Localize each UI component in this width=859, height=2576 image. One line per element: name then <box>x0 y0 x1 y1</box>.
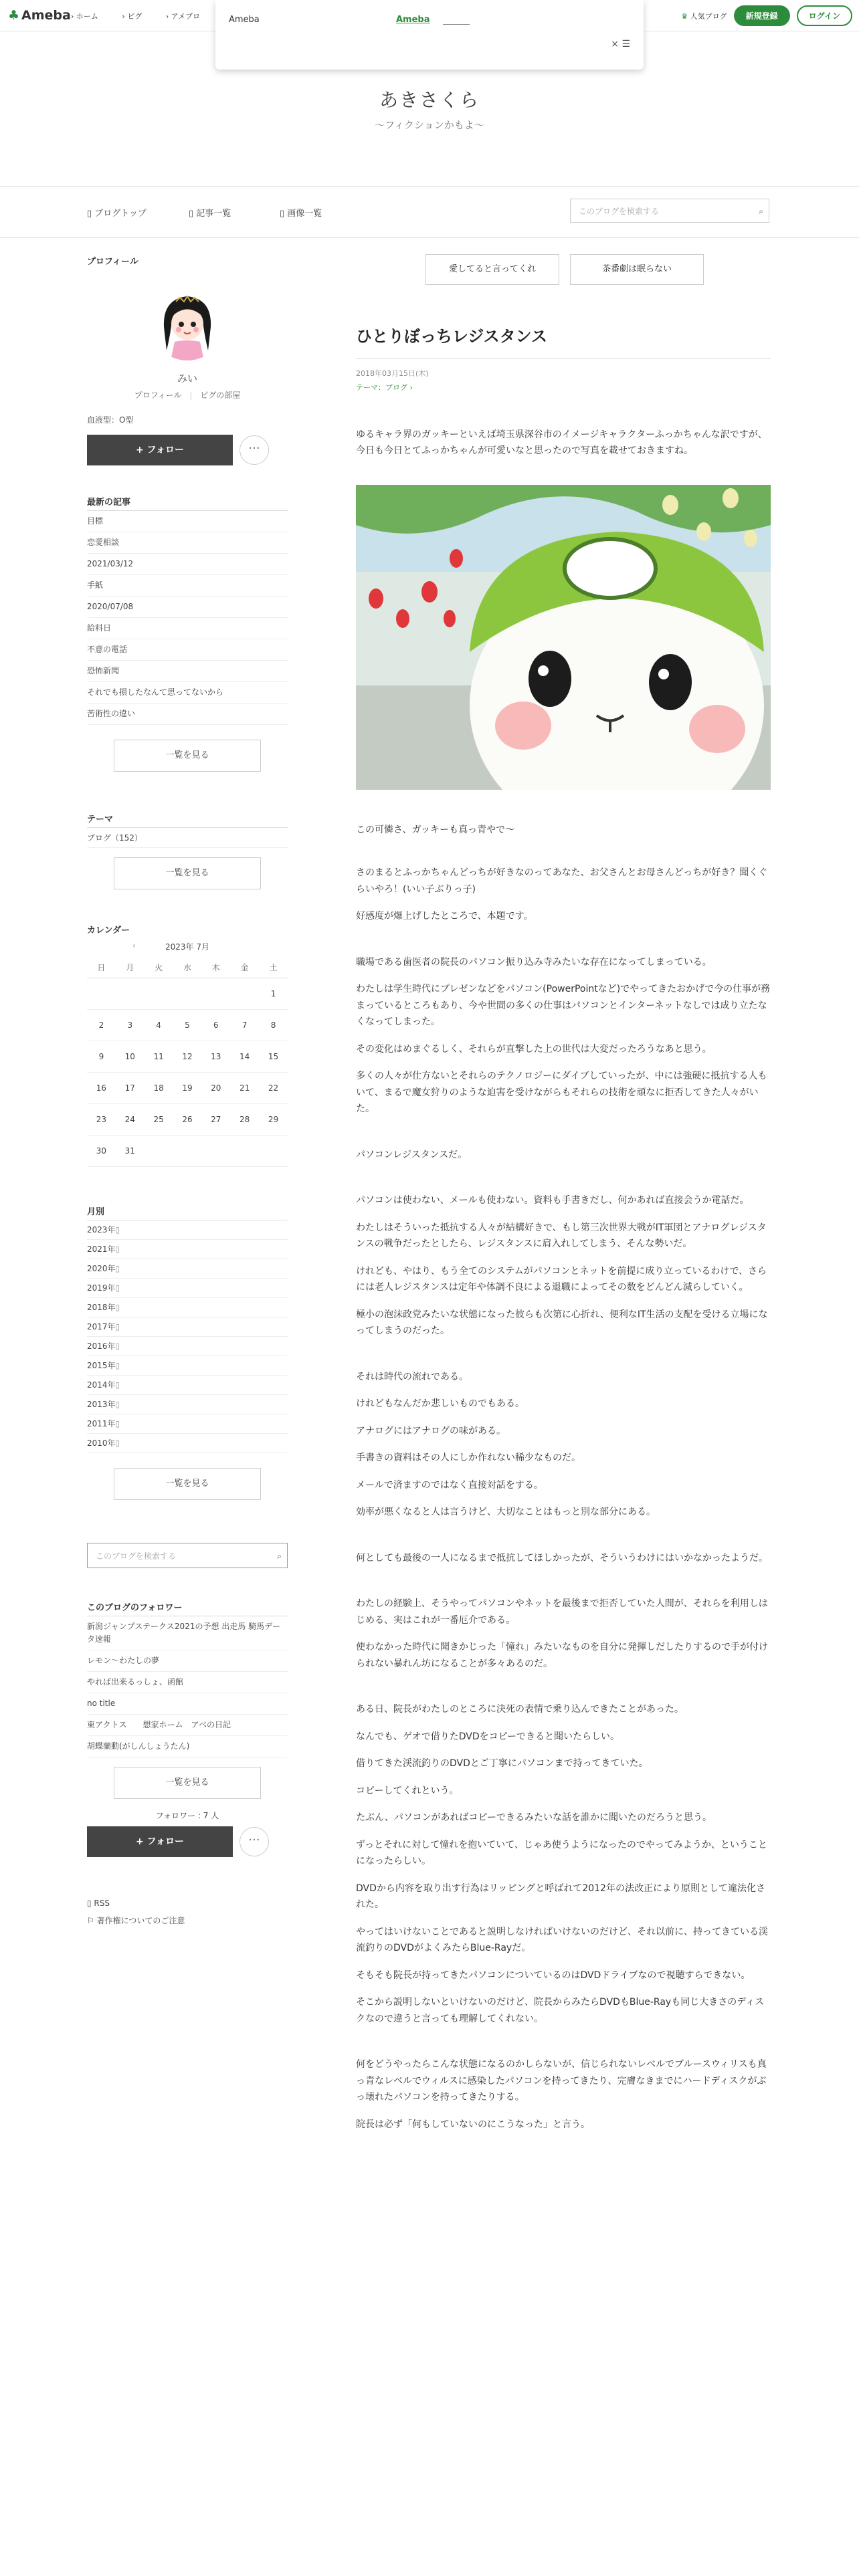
crown-icon: ♛ <box>681 11 688 21</box>
archive-year[interactable]: 2021年▯ <box>87 1240 288 1259</box>
calendar-day[interactable]: 9 <box>87 1041 116 1073</box>
calendar-day[interactable]: 22 <box>259 1073 288 1104</box>
list-item[interactable]: 苦術性の違い <box>87 704 288 725</box>
archive-year[interactable]: 2017年▯ <box>87 1317 288 1337</box>
calendar-day[interactable]: 6 <box>201 1010 230 1041</box>
followers-list <box>87 1616 288 1757</box>
nav-pigg[interactable]: › ピグ <box>122 12 142 21</box>
calendar-day[interactable]: 18 <box>145 1073 173 1104</box>
archive-year[interactable]: 2013年▯ <box>87 1395 288 1414</box>
leaf-icon: ♣ <box>8 8 20 23</box>
ameba-popup <box>215 0 644 70</box>
paragraph: ある日、院長がわたしのところに決死の表情で乗り込んできたことがあった。 <box>356 1704 684 1715</box>
nav-entry-list[interactable]: ▯ 記事一覧 <box>189 209 231 219</box>
toggle-icon[interactable]: ▯ <box>115 1322 120 1331</box>
paragraph: けれどもなんだか悲しいものでもある。 <box>356 1398 524 1409</box>
archive-year[interactable]: 2020年▯ <box>87 1259 288 1279</box>
profile-name[interactable]: みい <box>177 372 197 385</box>
nav-image-list[interactable]: ▯ 画像一覧 <box>280 209 322 219</box>
calendar-weekday: 木 <box>201 956 230 978</box>
calendar-day[interactable]: 7 <box>230 1010 259 1041</box>
nav-ameblo[interactable]: › アメブロ <box>165 12 201 21</box>
top-right <box>681 5 852 26</box>
paragraph: そもそも院長が持ってきたパソコンについているのはDVDドライブなので視聴すらできない。 <box>356 1969 751 1981</box>
paragraph: 院長は必ず「何もしていないのにこうなった」と言う。 <box>356 2119 590 2130</box>
nav-home[interactable]: › ホーム <box>71 12 98 21</box>
calendar-day[interactable]: 24 <box>116 1104 145 1136</box>
theme-item[interactable]: ブログ（152） <box>87 827 288 848</box>
calendar-day <box>116 978 145 1010</box>
ameba-logo[interactable] <box>8 8 71 23</box>
paragraph: さのまるとふっかちゃんどっちが好きなのってあなた、お父さんとお母さんどっちが好き？聞くぐらいやろ！(いい子ぶりっ子) <box>356 867 768 895</box>
signup-button[interactable]: 新規登録 <box>734 5 790 26</box>
popup-input[interactable] <box>443 15 470 25</box>
popup-close-icon[interactable]: × ☰ <box>611 39 630 49</box>
recent-more-button[interactable]: 一覧を見る <box>114 740 261 772</box>
top-nav <box>71 11 221 21</box>
calendar-day[interactable]: 17 <box>116 1073 145 1104</box>
calendar-day <box>230 1136 259 1167</box>
calendar-day[interactable]: 10 <box>116 1041 145 1073</box>
profile-title: プロフィール <box>87 257 138 267</box>
calendar-day <box>201 1136 230 1167</box>
follower-count: フォロワー : 7 人 <box>155 1811 219 1820</box>
prev-entry-button[interactable]: 愛してると言ってくれ <box>425 254 559 285</box>
toggle-icon[interactable]: ▯ <box>115 1303 120 1312</box>
copyright-link[interactable]: ⚐ 著作権についてのご注意 <box>87 1916 185 1925</box>
calendar-day[interactable]: 29 <box>259 1104 288 1136</box>
nav-blog-top[interactable]: ▯ ブログトップ <box>87 209 147 219</box>
rss-icon: ▯ <box>87 1899 94 1908</box>
paragraph: メールで済ますのではなく直接対話をする。 <box>356 1479 543 1491</box>
search-icon[interactable]: ⌕ <box>277 1551 282 1561</box>
sidebar: プロフィール みい プロフィール | ピグの部屋 血液型：O型 + フォロー ··· 最新の記事 目標 恋愛相談 2021/03/12 手紙 2020/07/08 給料日 不意の電話 恐怖新聞 それでも損したなんて思ってないから 苦術性の違い 一覧を見る テーマ ブログ（152） 一覧を見る カレンダー ‹ 2023年 7月 日 月 火 水 木 金 土 1 2 3 4 5 6 7 8 9 10 11 12 13 14 15 16 17 18 19 20 21 22 23 24 25 26 27 28 29 30 31 月別 2023年▯ 2021年▯ 2020年▯ 2019年▯ 2018年▯ 2017年▯ 2016年▯ 2015年▯ 2014年▯ 2013年▯ 2011年▯ 2010年▯ 一覧を見る このブログを検索する ⌕ このブログのフォロワー 新潟ジャンプステークス2021の予想 出走馬 騎馬データ速報 レモン〜わたしの夢 やれば出来るっしょ、函館 no title 東アクトス 想家ホーム アベの日記 胡蝶蘭動(がしんしょうたん) 一覧を見る フォロワー : 7 人 + フォロー ··· ▯ RSS ⚐ 著作権についてのご注意 <box>87 254 288 1929</box>
avatar[interactable] <box>151 287 224 360</box>
paragraph: 何としても最後の一人になるまで抵抗してほしかったが、そういうわけにはいかなかったようだ。 <box>356 1552 768 1564</box>
calendar-day[interactable]: 19 <box>173 1073 202 1104</box>
follow-button-bottom[interactable]: + フォロー <box>87 1826 233 1857</box>
list-item[interactable]: やれば出来るっしょ、函館 <box>87 1672 288 1693</box>
toggle-icon[interactable]: ▯ <box>115 1438 120 1448</box>
list-item[interactable]: 新潟ジャンプステークス2021の予想 出走馬 騎馬データ速報 <box>87 1616 288 1650</box>
toggle-icon[interactable]: ▯ <box>115 1361 120 1370</box>
paragraph: たぶん、パソコンがあればコピーできるみたいな話を誰かに聞いたのだろうと思う。 <box>356 1812 712 1823</box>
paragraph: 極小の泡沫政党みたいな状態になった彼らも次第に心折れ、便利なIT生活の支配を受ける立場になってしまうのだった。 <box>356 1309 768 1336</box>
list-item[interactable]: 恐怖新聞 <box>87 661 288 682</box>
list-item[interactable]: 2021/03/12 <box>87 554 288 575</box>
sidebar-search-input[interactable]: このブログを検索する ⌕ <box>87 1543 288 1568</box>
archive-year[interactable]: 2015年▯ <box>87 1356 288 1376</box>
popup-label: Ameba <box>229 15 260 25</box>
list-item[interactable]: 給料日 <box>87 618 288 639</box>
global-nav <box>0 186 859 238</box>
archive-year[interactable]: 2011年▯ <box>87 1414 288 1434</box>
list-item[interactable]: 目標 <box>87 511 288 532</box>
monthly-title: 月別 <box>87 1207 105 1217</box>
archive-year[interactable]: 2014年▯ <box>87 1376 288 1395</box>
calendar-day[interactable]: 26 <box>173 1104 202 1136</box>
calendar-day[interactable]: 12 <box>173 1041 202 1073</box>
calendar-day <box>145 1136 173 1167</box>
paragraph: その変化はめまぐるしく、それらが直撃した上の世代は大変だったろうなあと思う。 <box>356 1043 712 1055</box>
calendar-weekday: 月 <box>116 956 145 978</box>
popular-blog-link[interactable]: ♛ 人気ブログ <box>681 11 727 21</box>
toggle-icon[interactable]: ▯ <box>115 1283 120 1293</box>
paragraph: わたしの経験上、そうやってパソコンやネットを最後まで拒否していた人間が、それらを利用しはじめる、実はこれが一番厄介である。 <box>356 1598 768 1626</box>
calendar-day[interactable]: 27 <box>201 1104 230 1136</box>
calendar-day <box>145 978 173 1010</box>
login-button[interactable]: ログイン <box>797 5 852 26</box>
pigg-room-link[interactable]: ピグの部屋 <box>200 391 241 400</box>
calendar-weekday: 水 <box>173 956 202 978</box>
paragraph: 効率が悪くなると人は言うけど、大切なことはもっと別な部分にある。 <box>356 1507 656 1517</box>
next-entry-button[interactable]: 茶番劇は眠らない <box>570 254 704 285</box>
toggle-icon[interactable]: ▯ <box>115 1400 120 1409</box>
calendar-day <box>230 978 259 1010</box>
calendar-day[interactable]: 28 <box>230 1104 259 1136</box>
paragraph: DVDから内容を取り出す行為はリッピングと呼ばれて2012年の法改正により原則として違法化された。 <box>356 1883 765 1910</box>
calendar-weekday: 金 <box>230 956 259 978</box>
paragraph: 多くの人々が仕方ないとそれらのテクノロジーにダイブしていったが、中には強硬に抵抗する人もいて、まるで魔女狩りのような迫害を受けながらもそれらの技術を頑なに拒否してきた人々がいた。 <box>356 1071 767 1114</box>
calendar-day[interactable]: 30 <box>87 1136 116 1167</box>
calendar-weekday: 火 <box>145 956 173 978</box>
calendar-header <box>87 941 288 952</box>
search-icon[interactable]: ⌕ <box>759 207 763 216</box>
calendar-day[interactable]: 11 <box>145 1041 173 1073</box>
calendar-day <box>87 978 116 1010</box>
profile-link[interactable]: プロフィール <box>134 391 182 400</box>
list-item[interactable]: 不意の電話 <box>87 639 288 661</box>
calendar-day <box>173 1136 202 1167</box>
archive-year[interactable]: 2010年▯ <box>87 1434 288 1453</box>
paragraph: 職場である歯医者の院長のパソコン振り込み寺みたいな存在になってしまっている。 <box>356 956 712 968</box>
calendar-day[interactable]: 14 <box>230 1041 259 1073</box>
toggle-icon[interactable]: ▯ <box>115 1419 120 1428</box>
paragraph: パソコンレジスタンスだ。 <box>356 1149 468 1160</box>
calendar-day[interactable]: 15 <box>259 1041 288 1073</box>
paragraph: ゆるキャラ界のガッキーといえば埼玉県深谷市のイメージキャラクターふっかちゃんな訳ですが、今日も今日とてふっかちゃんが可愛いなと思ったので写真を載せておきますね。 <box>356 429 767 456</box>
monthly-more-button[interactable]: 一覧を見る <box>114 1468 261 1500</box>
paragraph: パソコンは使わない、メールも使わない。資料も手書きだし、何かあれば直接会うか電話だ。 <box>356 1195 749 1206</box>
calendar-day[interactable]: 25 <box>145 1104 173 1136</box>
paragraph: 好感度が爆上げしたところで、本題です。 <box>356 911 533 922</box>
paragraph: やってはいけないことであると説明しなければいけないのだけど、それ以前に、持ってきている渓流釣りのDVDがよくみたらBlue-Rayだ。 <box>356 1926 768 1953</box>
calendar-day[interactable]: 3 <box>116 1010 145 1041</box>
paragraph: コピーしてくれという。 <box>356 1785 459 1796</box>
list-item[interactable]: 恋愛相談 <box>87 532 288 554</box>
recent-title: 最新の記事 <box>87 498 131 508</box>
list-item[interactable]: 2020/07/08 <box>87 597 288 618</box>
paragraph: 借りてきた渓流釣りのDVDとご丁寧にパソコンまで持ってきていた。 <box>356 1758 648 1769</box>
follow-button[interactable]: + フォロー <box>87 435 233 465</box>
list-item[interactable]: 東アクトス 想家ホーム アベの日記 <box>87 1715 288 1736</box>
paragraph: アナログにはアナログの味がある。 <box>356 1425 506 1436</box>
archive-year[interactable]: 2023年▯ <box>87 1220 288 1240</box>
toggle-icon[interactable]: ▯ <box>115 1380 120 1390</box>
calendar-day[interactable]: 4 <box>145 1010 173 1041</box>
paragraph: なんでも、ゲオで借りたDVDをコピーできると聞いたらしい。 <box>356 1731 620 1742</box>
paragraph: けれども、やはり、もう全てのシステムがパソコンとネットを前提に成り立っているわけで、さらには老人レジスタンスは定年や体調不良による退職によってその数をどんどん減らしていく。 <box>356 1265 767 1293</box>
more-options-icon[interactable]: ··· <box>240 435 269 465</box>
archive-year[interactable]: 2018年▯ <box>87 1298 288 1317</box>
paragraph: 使わなかった時代に聞きかじった「憧れ」みたいなものを自分に発揮しだしたりするので手が付けられない暴れん坊になることが多々あるのだ。 <box>356 1642 768 1669</box>
archive-year[interactable]: 2016年▯ <box>87 1337 288 1356</box>
monthly-list <box>87 1220 288 1453</box>
calendar-table <box>87 956 288 1167</box>
calendar-day[interactable]: 23 <box>87 1104 116 1136</box>
list-item[interactable]: no title <box>87 1693 288 1715</box>
calendar-day <box>201 978 230 1010</box>
calendar-day <box>259 1136 288 1167</box>
calendar-title: カレンダー <box>87 926 130 936</box>
toggle-icon[interactable]: ▯ <box>115 1225 120 1235</box>
blog-title[interactable]: あきさくら <box>379 89 480 111</box>
entry-date: 2018年03月15日(木) <box>356 369 429 378</box>
paragraph: ずっとそれに対して憧れを抱いていて、じゃあ使うようになったのでやってみようか、ということになったらしい。 <box>356 1839 767 1866</box>
paragraph: この可憐さ、ガッキーも真っ青やで〜 <box>356 824 515 835</box>
prev-month-icon[interactable]: ‹ <box>132 941 136 950</box>
followers-more-button[interactable]: 一覧を見る <box>114 1767 261 1799</box>
popup-link[interactable]: Ameba <box>396 15 430 25</box>
paragraph: 手書きの資料はその人にしか作れない稀少なものだ。 <box>356 1453 581 1463</box>
notice-icon: ⚐ <box>87 1916 97 1925</box>
rss-link[interactable]: ▯ RSS <box>87 1899 110 1908</box>
calendar-day[interactable]: 5 <box>173 1010 202 1041</box>
toggle-icon[interactable]: ▯ <box>115 1264 120 1273</box>
paragraph: それは時代の流れである。 <box>356 1371 468 1382</box>
blood-type: 血液型：O型 <box>87 415 134 425</box>
list-item[interactable]: 胡蝶蘭動(がしんしょうたん) <box>87 1736 288 1757</box>
recent-list <box>87 510 288 725</box>
followers-title: このブログのフォロワー <box>87 1603 183 1613</box>
calendar-day[interactable]: 13 <box>201 1041 230 1073</box>
paragraph: 何をどうやったらこんな状態になるのかしらないが、信じられないレベルでブルースウィリスも真っ青なレベルでウィルスに感染したパソコンを持ってきたり、完膚なきまでにハードディスクがぶっ壊れたパソコンを持ってきたりする。 <box>356 2059 767 2103</box>
calendar-day[interactable]: 20 <box>201 1073 230 1104</box>
calendar-month: 2023年 7月 <box>165 942 209 952</box>
theme-title: テーマ <box>87 815 114 825</box>
archive-year[interactable]: 2019年▯ <box>87 1279 288 1298</box>
list-item[interactable]: それでも損したなんて思ってないから <box>87 682 288 704</box>
calendar-day[interactable]: 1 <box>259 978 288 1010</box>
calendar-day <box>173 978 202 1010</box>
more-options-icon[interactable]: ··· <box>240 1827 269 1856</box>
blog-subtitle: 〜フィクションかもよ〜 <box>375 119 484 131</box>
entry-body <box>356 822 771 2133</box>
toggle-icon[interactable]: ▯ <box>115 1341 120 1351</box>
toggle-icon[interactable]: ▯ <box>115 1245 120 1254</box>
list-item[interactable]: レモン〜わたしの夢 <box>87 1650 288 1672</box>
calendar-day[interactable]: 8 <box>259 1010 288 1041</box>
calendar-day[interactable]: 2 <box>87 1010 116 1041</box>
entry-theme[interactable]: テーマ：ブログ › <box>356 383 413 393</box>
paragraph: そこから説明しないといけないのだけど、院長からみたらDVDもBlue-Rayも同じ大きさのディスクなので違うと言っても理解してくれない。 <box>356 1997 765 2024</box>
calendar-weekday: 日 <box>87 956 116 978</box>
logo-text: Ameba <box>21 8 71 23</box>
calendar-day[interactable]: 21 <box>230 1073 259 1104</box>
entry-title[interactable]: ひとりぼっちレジスタンス <box>356 327 547 346</box>
theme-more-button[interactable]: 一覧を見る <box>114 857 261 889</box>
calendar-weekday: 土 <box>259 956 288 978</box>
calendar-day[interactable]: 31 <box>116 1136 145 1167</box>
list-item[interactable]: 手紙 <box>87 575 288 597</box>
paragraph: わたしは学生時代にプレゼンなどをパソコン(PowerPointなど)でやってきたおかげで今の仕事が務まっているところもあり、今や世間の多くの仕事はパソコンとインターネットなしでは成り立たなくなってしまった。 <box>356 984 771 1027</box>
entry-photo[interactable] <box>356 485 771 790</box>
blog-search-input[interactable]: このブログを検索する ⌕ <box>570 199 769 223</box>
paragraph: わたしはそういった抵抗する人々が結構好きで、もし第三次世界大戦がIT軍団とアナログレジスタンスの戦争だったとしたら、レジスタンスに肩入れしてしまう、そんな勢いだ。 <box>356 1222 767 1249</box>
calendar-day[interactable]: 16 <box>87 1073 116 1104</box>
